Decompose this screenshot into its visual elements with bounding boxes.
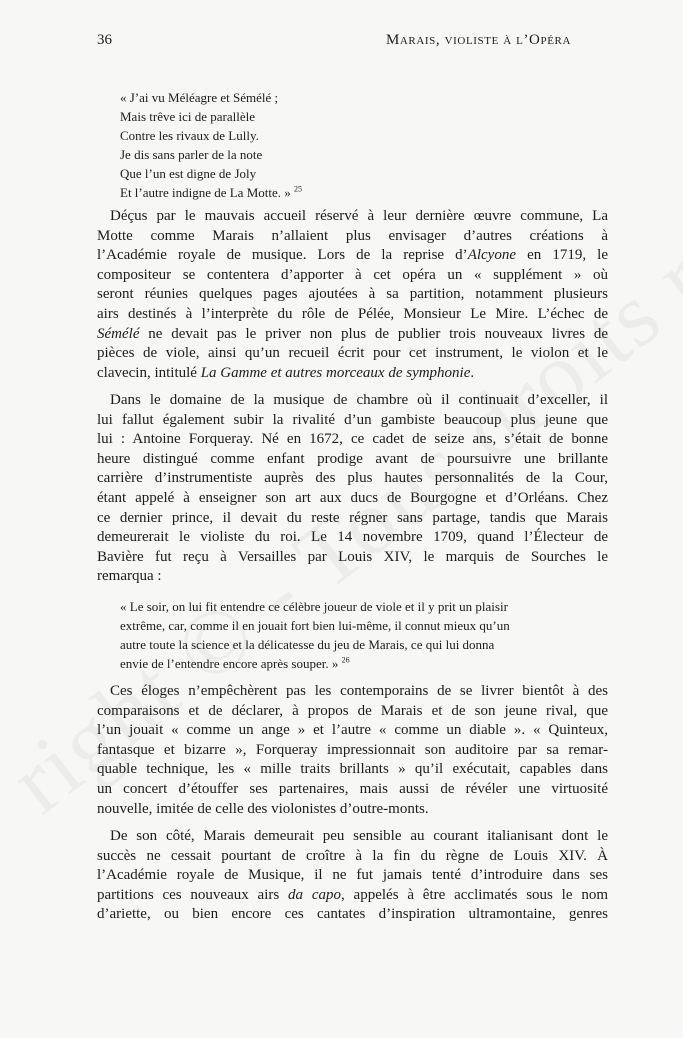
running-title: Marais, violiste à l’Opéra (385, 32, 571, 48)
paragraph-3 (97, 682, 608, 819)
text-line: partitions ces nouveaux airs da capo, appelés à être acclimatés sous le nom (97, 886, 608, 903)
text-line: pièces de viole, ainsi qu’un recueil écrit pour cet instrument, le violon et le (97, 345, 608, 362)
text-line: clavecin, intitulé La Gamme et autres morceaux de symphonie. (97, 364, 475, 381)
text-line: l’Académie royale de Musique, il ne fut jamais tenté d’introduire dans ses (97, 867, 608, 884)
verse-line (120, 183, 420, 202)
text-line: un concert d’étouffer ses partenaires, mais aussi de révéler une virtuosité (97, 780, 608, 797)
text-line: fantasque et bizarre », Forqueray impressionnait son auditoire par sa remar- (97, 741, 608, 758)
block-quotation (120, 597, 588, 673)
text-line: lui : Antoine Forqueray. Né en 1672, ce cadet de seize ans, s’était de bonne (97, 431, 608, 448)
text-line: Sémélé ne devait pas le priver non plus de publier trois nouveaux livres de (97, 325, 608, 342)
quote-line: extrême, car, comme il en jouait fort bien lui-même, il connut mieux qu’un (120, 618, 510, 633)
page-header (97, 32, 607, 52)
text-line: carrière d’instrumentiste auprès des plus hautes personnalités de la Cour, (97, 470, 608, 487)
text-line: De son côté, Marais demeurait peu sensible au courant italianisant dont le (110, 828, 608, 844)
verse-line: Que l’un est digne de Joly (120, 166, 257, 181)
term-da-capo: da capo (288, 886, 341, 903)
text-line: Dans le domaine de la musique de chambre où il continuait d’exceller, il (110, 392, 608, 408)
work-title-semele: Sémélé (97, 325, 140, 342)
verse-line: Contre les rivaux de Lully. (120, 128, 259, 143)
verse-line-text: Et l’autre indigne de La Motte. » (120, 185, 291, 200)
text-line: compositeur se contentera d’apporter à cet opéra un « supplément » où (97, 266, 608, 283)
text-line: succès ne cessait pourtant de croître à la fin du règne de Louis XIV. À (97, 847, 608, 864)
work-title-la-gamme: La Gamme et autres morceaux de symphonie (200, 364, 471, 381)
text-line: airs destinés à l’interprète du rôle de Pélée, Monsieur Le Mire. L’échec de (97, 305, 608, 322)
text-line: quable technique, les « mille traits brillants » qu’il exécutait, capables dans (97, 761, 608, 778)
text-line: l’Académie royale de musique. Lors de la reprise d’Alcyone en 1719, le (97, 247, 609, 264)
quote-line (120, 654, 588, 673)
verse-line: Je dis sans parler de la note (120, 147, 263, 162)
text-line: étant appelé à enseigner son art aux ducs de Bourgogne et d’Orléans. Chez (97, 489, 608, 506)
text-line: comparaisons et de déclarer, à propos de Marais et de son jeune rival, que (97, 702, 608, 719)
text-line: Bavière fut reçu à Versailles par Louis XIV, le marquis de Sourches le (97, 548, 608, 565)
text-line: d’ariette, ou bien encore ces cantates d’inspiration ultramontaine, genres (97, 906, 608, 923)
work-title-alcyone: Alcyone (467, 247, 516, 264)
quote-line: autre toute la science et la délicatesse du jeu de Marais, ce qui lui donna (120, 637, 495, 652)
text-line: Motte comme Marais n’allaient plus envisager d’autres créations à (97, 227, 608, 244)
paragraph-2 (97, 391, 608, 587)
verse-line: « J’ai vu Méléagre et Sémélé ; (120, 90, 279, 105)
text-line: demeurerait le violiste du roi. Le 14 novembre 1709, quand l’Électeur de (97, 529, 608, 546)
text-line: nouvelle, imitée de celle des violonistes d’outre-monts. (97, 800, 429, 817)
footnote-ref-25: 25 (294, 184, 303, 194)
footnote-ref-26: 26 (341, 655, 350, 665)
text-line: l’un jouait « comme un ange » et l’autre « comme un diable ». « Quinteux, (97, 722, 608, 739)
text-line: heure distingué comme enfant prodige avant de poursuivre une brillante (97, 450, 608, 467)
paragraph-4 (97, 827, 608, 925)
page-number: 36 (97, 32, 112, 48)
quote-line-text: envie de l’entendre encore après souper. » (120, 656, 339, 671)
text-line: seront réunies quelques pages ajoutées à sa partition, notamment plusieurs (97, 286, 608, 303)
quote-line: « Le soir, on lui fit entendre ce célèbre joueur de viole et il y prit un plaisir (120, 599, 508, 614)
text-line: remarqua : (97, 568, 162, 585)
text-line: Déçus par le mauvais accueil réservé à leur dernière œuvre commune, La (110, 208, 608, 224)
text-line: lui fallut également subir la rivalité d’un gambiste beaucoup plus jeune que (97, 411, 608, 428)
verse-quotation (120, 88, 420, 202)
verse-line: Mais trêve ici de parallèle (120, 109, 255, 124)
paragraph-1 (97, 207, 608, 383)
text-line: ce dernier prince, il devait du reste régner sans partage, tandis que Marais (97, 509, 608, 526)
text-line: Ces éloges n’empêchèrent pas les contemporains de se livrer bientôt à des (110, 683, 608, 699)
